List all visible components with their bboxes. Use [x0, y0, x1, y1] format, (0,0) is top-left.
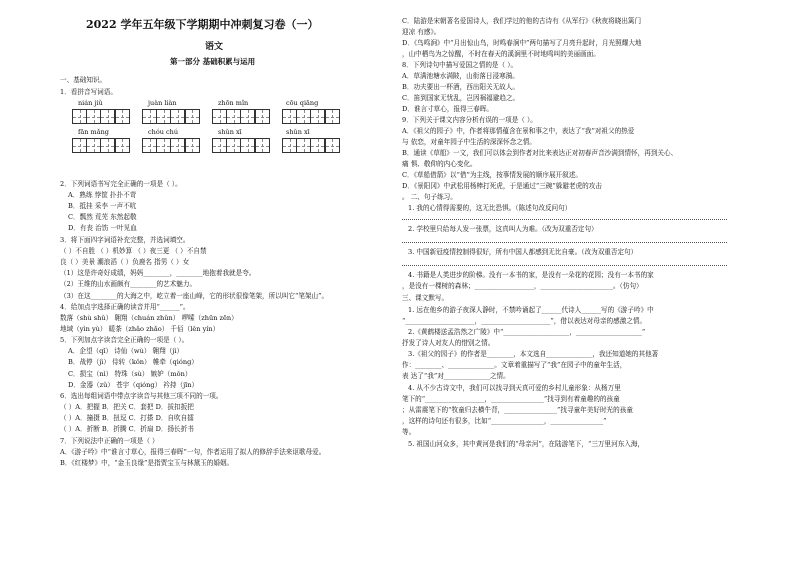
- option: D．有丧 治饬 一叶见血: [68, 224, 137, 232]
- question-4: 4．给加点字选择正确的读音并用“______”。: [60, 303, 190, 311]
- pinyin-label: shǔn xī: [286, 128, 310, 136]
- writing-grid[interactable]: [282, 109, 339, 124]
- option: D．谁言寸草心，报得三春晖。: [402, 105, 494, 113]
- text-line: 与 依恋，对童年园子中生活的深深怀念之情。: [402, 138, 536, 146]
- option: A．《祖父的园子》中，作者将那情蕴含在景和事之中，表达了“我”对祖父的热爱: [402, 127, 635, 135]
- option: A．企望（qǐ） 诗仙（wù） 翱翔（jì）: [68, 347, 184, 355]
- writing-grid[interactable]: [142, 138, 199, 153]
- pinyin-label: fān mǎng: [78, 128, 109, 136]
- recitation-line: ；从雷震笔下的“牧童归去横牛背，________________”找寻童年美好时光的孩童: [402, 406, 633, 414]
- question-3: 3．将下面四字词语补充完整，并选词填空。: [60, 236, 190, 244]
- question-6-line: （ ）A．折断 B．折腾 C．折扇 D．扬长折书: [60, 425, 194, 433]
- text-line: D．《鸟鸣涧》中“月出惊山鸟，时鸣春涧中”两句描写了月亮升起时，月光照耀大地: [402, 39, 642, 47]
- subject-heading: 语文: [205, 42, 224, 52]
- recitation-line: 表 达了“我”对______________之情。: [402, 372, 510, 380]
- sentence-task: 1. 我的心情得需要的，这无比恐惧。（陈述句改反问句）: [408, 204, 572, 212]
- option: D．金器（zǔ） 苍宇（qióng） 衿持（jīn）: [68, 381, 199, 389]
- text-line: ，山中栖鸟为之惊醒，不时在春天的溪涧里不时地鸣叫的美丽画面。: [402, 50, 600, 58]
- pinyin-label: juàn liàn: [148, 99, 177, 107]
- writing-grid[interactable]: [142, 109, 199, 124]
- question-3-line: （3）在这________的大海之中，屹立着一座山峰，它的形状很像笔架，所以叫它“笔架山”。: [60, 292, 329, 300]
- recitation-line: 作：________、______________。文章着重描写了“我”在园子中的童年生活，: [402, 361, 627, 369]
- recitation-line: “_____________________，_____________________”，借以表达对母亲的感激之情。: [402, 317, 647, 325]
- section-sentences: 。 二、句子练习。: [402, 193, 457, 201]
- question-6-line: （ ）A．把握 B．把关 C．套把 D．拔扣扳把: [60, 403, 194, 411]
- pinyin-label: chóu chú: [148, 128, 179, 136]
- recitation-line: 1. 远在他乡的游子夜深人静时，不禁吟诵起了______代诗人______写的《游子吟》中: [408, 306, 654, 314]
- pinyin-label: shǔn xī: [218, 128, 242, 136]
- option: B．《红楼梦》中，“金玉良缘”是指贾宝玉与林黛玉的婚姻。: [60, 459, 234, 467]
- writing-grid[interactable]: [212, 109, 269, 124]
- recitation-line: 2.《黄鹤楼送孟浩然之广陵》中“____________________，____________________”: [408, 328, 646, 336]
- text-line: 痛 惧、敬仰的内心变化。: [402, 160, 477, 168]
- option: B．战停（jì） 侍转（kǒn） 帷牵（qióng）: [68, 358, 198, 366]
- option: B．功夫要出一杯酒，西出阳关无故人。: [402, 83, 519, 91]
- option: D．《景阳冈》中武松用杨棒打死虎，于是通过“三碗”躲避老虎的攻击: [402, 182, 602, 190]
- option: A．草满池塘水满陂，山衔落日浸寒漪。: [402, 72, 519, 80]
- question-9: 9．下列关于课文内容分析有误的一项是（ ）。: [402, 116, 537, 124]
- question-3-line: （ ）不自胜 （ ）机妙算 （ ）夜三更 （ ）不自禁: [60, 247, 207, 255]
- exam-title: 2022 学年五年级下学期期中冲刺复习卷（一）: [86, 18, 319, 31]
- answer-line[interactable]: [402, 265, 727, 266]
- option: C．损宝（nì） 特珠（sù） 嫉妒（mǒn）: [68, 370, 192, 378]
- question-7: 7．下列说法中正确的一项是（ ）: [60, 437, 159, 445]
- pinyin-label: nián jiǔ: [78, 99, 103, 107]
- option: C．笛到国家无忧乱，岂因祸福避趋之。: [402, 94, 520, 102]
- part-heading: 第一部分 基础积累与运用: [170, 57, 256, 66]
- recitation-line: 5. 祖国山河众多，其中黄河是我们的“母亲河”，在陆游笔下，“三万里河东入海，: [408, 440, 645, 448]
- pinyin-label: zhōn mǐn: [218, 99, 249, 107]
- recitation-line: 等。: [402, 428, 416, 436]
- question-1: 1．看拼音写词语。: [60, 88, 117, 96]
- recitation-line: 笔下的“__________________，________________”找寻到有着童趣的的孩童: [402, 395, 620, 403]
- question-6-line: （ ）A．撞摄 B．扭逗 C．打搽 D．自吹自擂: [60, 414, 194, 422]
- option: C．《草船借箭》以“借”为主线，按事情发展的顺序展开叙述。: [402, 171, 582, 179]
- sentence-task: 2. 学校里只给每人发一张票，这真叫人为难。（改为双重否定句）: [408, 225, 598, 233]
- recitation-line: 抒发了诗人对友人的惜别之情。: [402, 339, 495, 347]
- question-8: 8．下列诗句中描写爱国之情的是（ ）。: [402, 61, 518, 69]
- text-line: 迎凉 有感》。: [402, 28, 441, 36]
- question-4-line: 数落（shù shǔ） 翱翔（chuán zhǔn） 啰嗦（zhūn zēn）: [60, 314, 238, 322]
- question-6: 6．选出每组词语中带点字读音与其他三项不同的一项。: [60, 392, 223, 400]
- question-4-line: 地域（yìn yù） 暖茶（zhǎo zhǎo） 千佰（lěn yín）: [60, 325, 220, 333]
- option: A．《游子吟》中“谁言寸草心，报得三春晖”一句，作者运用了拟人的修辞手法来讴歌母爱。: [60, 448, 326, 456]
- sentence-task: ，是没有一棵树的森林；__________________，______________________。（仿句）: [402, 282, 643, 290]
- answer-line[interactable]: [402, 219, 727, 220]
- question-3-line: 良（ ）美景 潮浪滔（ ）负鹿名 指男（ ）女: [60, 258, 190, 266]
- writing-grid[interactable]: [282, 138, 339, 153]
- writing-grid[interactable]: [72, 109, 129, 124]
- question-3-line: （1）这是许奇好成绩，妈妈________，________地抱着我就是夸。: [60, 269, 256, 277]
- question-3-line: （2）王维的山水画颇有________的艺术魅力。: [60, 280, 197, 288]
- section-basic: 一、基础知识。: [60, 76, 107, 84]
- sentence-task: 4. 书籍是人类进步的阶梯。没有一本书的家，是没有一朵花的花园；没有一本书的家: [408, 271, 654, 279]
- option: A．熟练 悖筐 扑扑不苛: [68, 191, 137, 199]
- answer-line[interactable]: [402, 242, 727, 243]
- option: C．瓢然 荒芜 东然起敬: [68, 213, 137, 221]
- writing-grid[interactable]: [212, 138, 269, 153]
- sentence-task: 3. 中国新冠疫情控制得很好，所有中国人都感到无比自豪。（改为双重否定句）: [408, 248, 638, 256]
- writing-grid[interactable]: [72, 138, 129, 153]
- question-5: 5．下列加点字读音完全正确的一项是（ ）。: [60, 336, 189, 344]
- recitation-line: 3.《祖父的园子》的作者是________，本文选自______________，我还知道她的其他著: [408, 350, 659, 358]
- section-recitation: 三、课文默写。: [402, 294, 449, 302]
- recitation-line: ，这样的诗句还有很多，比如“________________，________________”: [402, 417, 607, 425]
- pinyin-label: cōu qiāng: [286, 99, 319, 107]
- recitation-line: 4. 从不少古诗文中，我们可以找寻到天真可爱的乡村儿童形象：从杨万里: [408, 384, 621, 392]
- text-line: C．陆游是宋朝著名爱国诗人，我们学过的他的古诗有《从军行》《秋夜将晓出篱门: [402, 17, 642, 25]
- option: B．抵挂 采李 一声不吭: [68, 202, 137, 210]
- option: B．通读《草船》一文，我们可以体会到作者对比来表达正对初春声音沙满到情怀，再到关心、: [402, 149, 678, 157]
- question-2: 2．下列词语书写完全正确的一项是（ ）。: [60, 180, 182, 188]
